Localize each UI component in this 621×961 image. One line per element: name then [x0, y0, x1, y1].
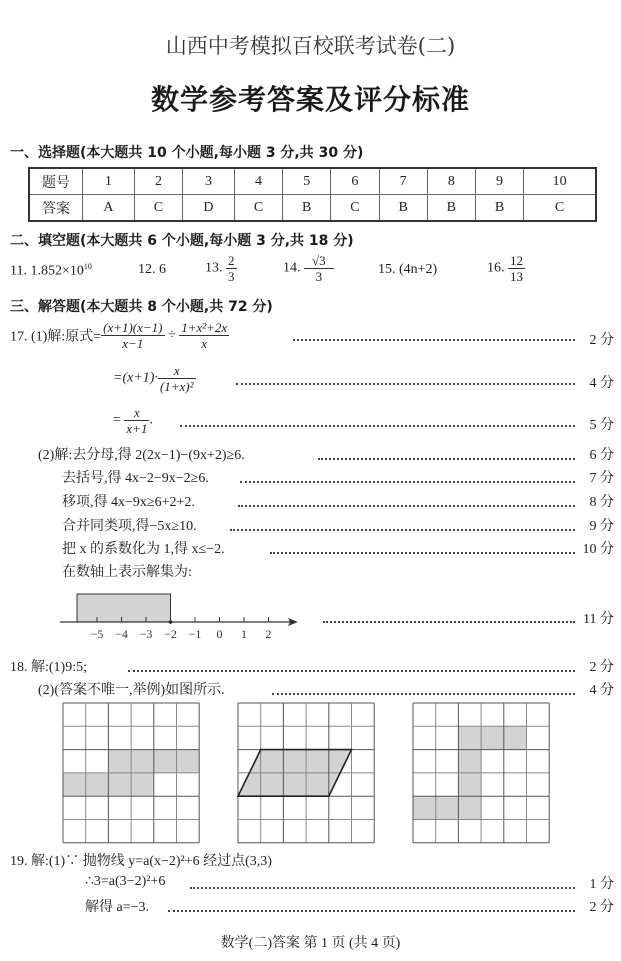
denominator: x−1: [122, 336, 144, 351]
q18-line1: 18. 解:(1)9:5;: [10, 660, 87, 675]
score: 1 分: [589, 877, 614, 892]
leader-dots: [240, 481, 575, 483]
answer-cell: B: [379, 195, 427, 222]
score: 7 分: [589, 471, 614, 486]
item-number: 12.: [138, 262, 156, 277]
score: 8 分: [589, 495, 614, 510]
question-number: 8: [427, 168, 475, 195]
q17-step: 把 x 的系数化为 1,得 x≤−2.: [62, 542, 225, 557]
score: 2 分: [589, 900, 614, 915]
denominator: 13: [510, 269, 523, 284]
document-title: 数学参考答案及评分标准: [150, 83, 470, 116]
q17-prefix: 17. (1)解:原式=: [10, 329, 102, 345]
fill-item-16: [487, 253, 525, 284]
item-answer: (4n+2): [399, 262, 438, 277]
fill-item-14: [283, 253, 334, 284]
leader-dots: [238, 505, 575, 507]
item-answer: 1.852×10: [30, 263, 84, 279]
leader-dots: [190, 887, 575, 889]
leader-dots: [230, 529, 575, 531]
number-line: [60, 585, 310, 640]
period: .: [149, 412, 153, 428]
grid-figure-3: [412, 702, 550, 844]
denominator: 3: [315, 269, 323, 284]
shaded-cell: [131, 750, 154, 773]
denominator: x+1: [126, 421, 148, 436]
question-number: 2: [134, 168, 182, 195]
numerator: x: [158, 363, 196, 379]
q19-line2: ∴3=a(3−2)²+6: [85, 874, 166, 889]
question-number: 1: [83, 168, 135, 195]
leader-dots: [128, 670, 575, 672]
numerator: 2: [228, 253, 235, 268]
q19-line1: 19. 解:(1)∵ 抛物线 y=a(x−2)²+6 经过点(3,3): [10, 854, 272, 869]
leader-dots: [168, 910, 575, 912]
score: 6 分: [589, 448, 614, 463]
answer-cell: D: [183, 195, 235, 222]
grid-figure-2: [237, 702, 375, 844]
score: 10 分: [582, 542, 614, 557]
leader-dots: [293, 339, 575, 341]
leader-dots: [236, 383, 575, 385]
shaded-cell: [458, 796, 481, 819]
leader-dots: [272, 693, 575, 695]
exam-title: 山西中考模拟百校联考试卷(二): [165, 34, 456, 58]
item-number: 15.: [378, 262, 396, 277]
q17-line3: [113, 405, 153, 436]
exponent: 10: [83, 262, 92, 271]
divide-sign: ÷: [168, 327, 176, 343]
question-number: 9: [475, 168, 523, 195]
answer-cell: B: [283, 195, 331, 222]
equals-sign: =: [113, 412, 121, 428]
question-number: 6: [331, 168, 379, 195]
shaded-cell: [413, 796, 436, 819]
tick-label: −4: [115, 627, 128, 640]
shaded-cell: [436, 796, 459, 819]
denominator: (1+x)²: [159, 379, 194, 394]
leader-dots: [318, 458, 575, 460]
numerator: √3: [304, 253, 334, 269]
question-number: 5: [283, 168, 331, 195]
fill-item-13: [205, 253, 237, 284]
score: 2 分: [589, 333, 614, 348]
question-number: 3: [183, 168, 235, 195]
fill-item-15: [378, 262, 437, 278]
shaded-cell: [131, 773, 154, 796]
table-row-answers: [29, 195, 596, 222]
shaded-cell: [86, 773, 109, 796]
answer-cell: C: [331, 195, 379, 222]
shaded-cell: [63, 773, 86, 796]
question-number: 10: [524, 168, 596, 195]
shaded-cell: [108, 750, 131, 773]
question-number: 7: [379, 168, 427, 195]
item-number: 11.: [10, 263, 27, 279]
answer-table: [28, 167, 597, 222]
score: 9 分: [589, 519, 614, 534]
answer-cell: C: [234, 195, 282, 222]
score: 4 分: [589, 683, 614, 698]
answer-cell: A: [83, 195, 135, 222]
leader-dots: [180, 425, 575, 427]
score: 4 分: [589, 376, 614, 391]
numberline-caption: 在数轴上表示解集为:: [62, 565, 192, 580]
shaded-cell: [458, 750, 481, 773]
row-label: 题号: [29, 168, 83, 195]
q17-line1: [10, 320, 229, 351]
grid-figure-1: [62, 702, 200, 844]
item-number: 13.: [205, 260, 223, 276]
fill-item-12: [138, 262, 166, 278]
q17-step: 移项,得 4x−9x≥6+2+2.: [62, 495, 195, 510]
section2-title: 二、填空题(本大题共 6 个小题,每小题 3 分,共 18 分): [10, 233, 354, 249]
answer-cell: C: [524, 195, 596, 222]
q17-step: (2)解:去分母,得 2(2x−1)−(9x+2)≥6.: [38, 448, 245, 463]
shaded-cell: [108, 773, 131, 796]
q17-step: 去括号,得 4x−2−9x−2≥6.: [62, 471, 209, 486]
shaded-cell: [458, 773, 481, 796]
answer-cell: B: [475, 195, 523, 222]
item-answer: 6: [159, 262, 166, 277]
leader-dots: [270, 552, 575, 554]
shaded-cell: [177, 750, 200, 773]
shaded-cell: [504, 726, 527, 749]
tick-label: 0: [216, 627, 223, 640]
denominator: x: [201, 336, 208, 351]
row-label: 答案: [29, 195, 83, 222]
score: 11 分: [583, 612, 614, 627]
tick-label: 2: [265, 627, 272, 640]
item-number: 14.: [283, 260, 301, 276]
numerator: (x+1)(x−1): [103, 320, 163, 335]
section3-title: 三、解答题(本大题共 8 个小题,共 72 分): [10, 299, 273, 315]
denominator: 3: [228, 269, 235, 284]
tick-label: 1: [241, 627, 247, 640]
q17-step: 合并同类项,得−5x≥10.: [62, 519, 197, 534]
question-number: 4: [234, 168, 282, 195]
answer-cell: C: [134, 195, 182, 222]
leader-dots: [323, 621, 575, 623]
item-number: 16.: [487, 260, 505, 276]
score: 2 分: [589, 660, 614, 675]
tick-label: −1: [188, 627, 202, 640]
expression: =(x+1)·: [113, 370, 158, 386]
numerator: 1+x²+2x: [181, 320, 228, 335]
numerator: x: [124, 405, 149, 421]
tick-label: −5: [90, 627, 104, 640]
page-footer: 数学(二)答案 第 1 页 (共 4 页): [220, 936, 401, 951]
tick-label: −3: [139, 627, 153, 640]
numerator: 12: [510, 253, 523, 268]
tick-label: −2: [164, 627, 177, 640]
score: 5 分: [589, 418, 614, 433]
section1-title: 一、选择题(本大题共 10 个小题,每小题 3 分,共 30 分): [10, 145, 364, 161]
q19-line3: 解得 a=−3.: [85, 900, 150, 915]
shaded-cell: [458, 726, 481, 749]
table-row-numbers: [29, 168, 596, 195]
q18-line2: (2)(答案不唯一,举例)如图所示.: [38, 683, 225, 698]
fill-item-11: [10, 262, 92, 280]
q17-line2: [113, 363, 196, 394]
solution-region: [77, 594, 171, 622]
shaded-cell: [154, 750, 177, 773]
shaded-cell: [481, 726, 504, 749]
answer-cell: B: [427, 195, 475, 222]
